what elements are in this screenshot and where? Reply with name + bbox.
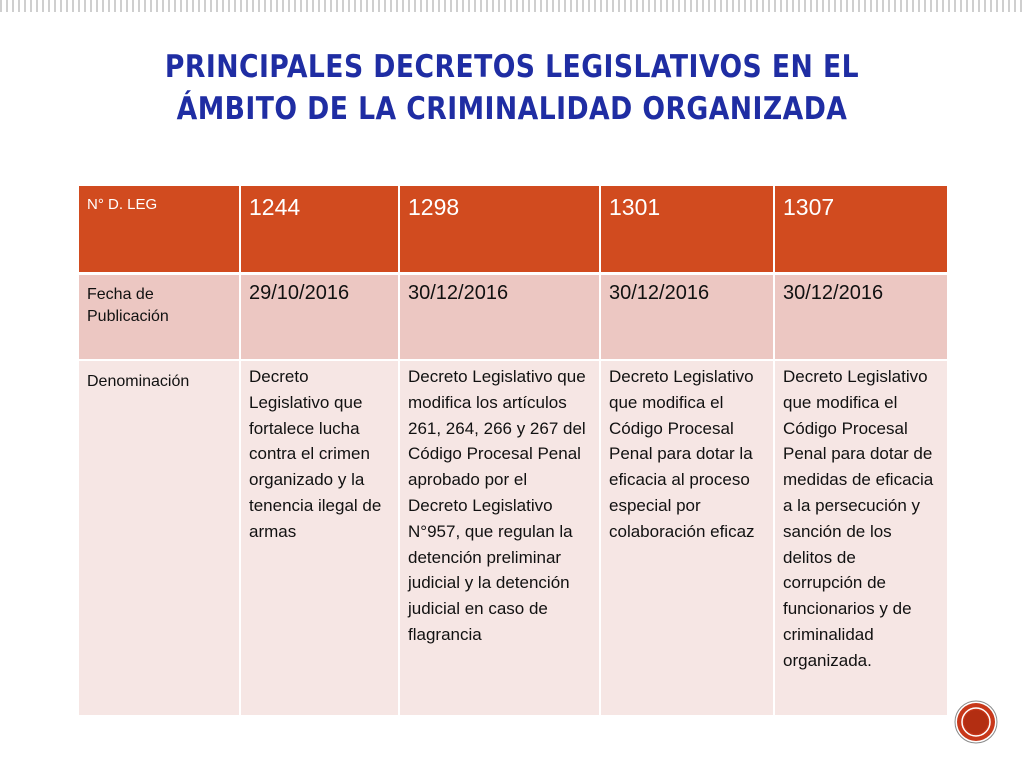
circle-logo-icon bbox=[954, 700, 998, 744]
slide-title bbox=[123, 46, 900, 130]
header-cell-1301: 1301 bbox=[600, 186, 774, 274]
fecha-label-cell: Fecha de Publicación bbox=[78, 274, 240, 361]
header-cell-1307: 1307 bbox=[774, 186, 948, 274]
denominacion-cell: Decreto Legislativo que modifica el Código Procesal Penal para dotar la eficacia al proceso especial por colaboración eficaz bbox=[600, 360, 774, 715]
table-header-row bbox=[78, 186, 948, 274]
table-row-denominacion bbox=[78, 360, 948, 715]
title-line-1: PRINCIPALES DECRETOS LEGISLATIVOS EN EL bbox=[164, 49, 860, 85]
fecha-cell: 30/12/2016 bbox=[399, 274, 600, 361]
denominacion-label-cell: Denominación bbox=[78, 360, 240, 715]
header-cell-1244: 1244 bbox=[240, 186, 399, 274]
denominacion-cell: Decreto Legislativo que fortalece lucha contra el crimen organizado y la tenencia ilegal de armas bbox=[240, 360, 399, 715]
denominacion-cell: Decreto Legislativo que modifica los artículos 261, 264, 266 y 267 del Código Procesal Penal aprobado por el Decreto Legislativo N°957, que regulan la detención preliminar judicial y la detención judicial en caso de flagrancia bbox=[399, 360, 600, 715]
table-row-fecha bbox=[78, 274, 948, 361]
fecha-cell: 30/12/2016 bbox=[774, 274, 948, 361]
decorative-top-border bbox=[0, 0, 1024, 12]
fecha-cell: 30/12/2016 bbox=[600, 274, 774, 361]
header-label-cell: N° D. LEG bbox=[78, 186, 240, 274]
fecha-cell: 29/10/2016 bbox=[240, 274, 399, 361]
denominacion-cell: Decreto Legislativo que modifica el Código Procesal Penal para dotar de medidas de eficacia a la persecución y sanción de los delitos de corrupción de funcionarios y de criminalidad organizada. bbox=[774, 360, 948, 715]
header-cell-1298: 1298 bbox=[399, 186, 600, 274]
decrees-table bbox=[77, 186, 947, 715]
title-line-2: ÁMBITO DE LA CRIMINALIDAD ORGANIZADA bbox=[176, 91, 848, 127]
